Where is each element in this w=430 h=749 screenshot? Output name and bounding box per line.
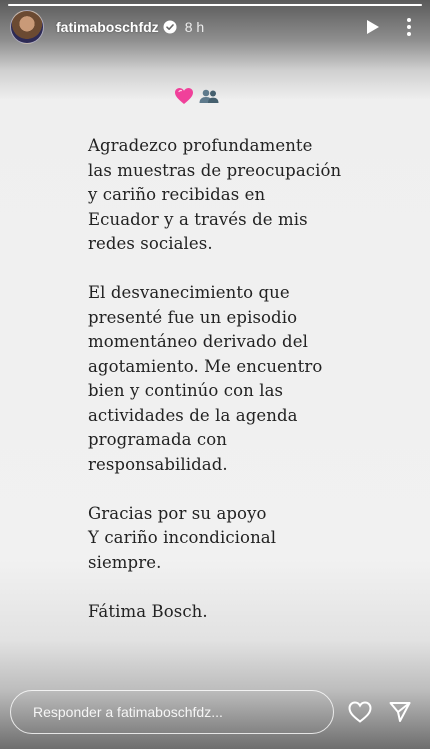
more-options-icon[interactable] [398, 16, 420, 38]
story-progress-bar [8, 4, 422, 6]
emoji-row [174, 87, 220, 105]
paragraph-gratitude: Gracias por su apoyo Y cariño incondicional siempre. [88, 503, 277, 572]
busts-silhouette-icon [198, 88, 220, 104]
signature: Fátima Bosch. [88, 601, 208, 621]
avatar[interactable] [10, 10, 44, 44]
play-icon[interactable] [362, 16, 384, 38]
reply-input[interactable] [10, 690, 334, 734]
paragraph-health-update: El desvanecimiento que presenté fue un episodio momentáneo derivado del agotamiento. Me encuentro bien y continúo con las actividades de la agenda programada con responsabilidad. [88, 283, 323, 474]
story-header [10, 9, 420, 45]
story-footer [10, 689, 420, 735]
send-icon[interactable] [386, 698, 414, 726]
reply-placeholder: Responder a fatimaboschfdz... [33, 704, 223, 720]
story-text [88, 134, 378, 649]
story-progress-fill [8, 4, 422, 6]
heart-icon[interactable] [346, 698, 374, 726]
paragraph-thanks: Agradezco profundamente las muestras de preocupación y cariño recibidas en Ecuador y a través de mis redes sociales. [88, 136, 342, 253]
post-time: 8 h [184, 19, 205, 35]
pink-heart-icon [174, 87, 194, 105]
verified-badge-icon [163, 20, 177, 34]
username[interactable]: fatimaboschfdz [56, 19, 159, 35]
